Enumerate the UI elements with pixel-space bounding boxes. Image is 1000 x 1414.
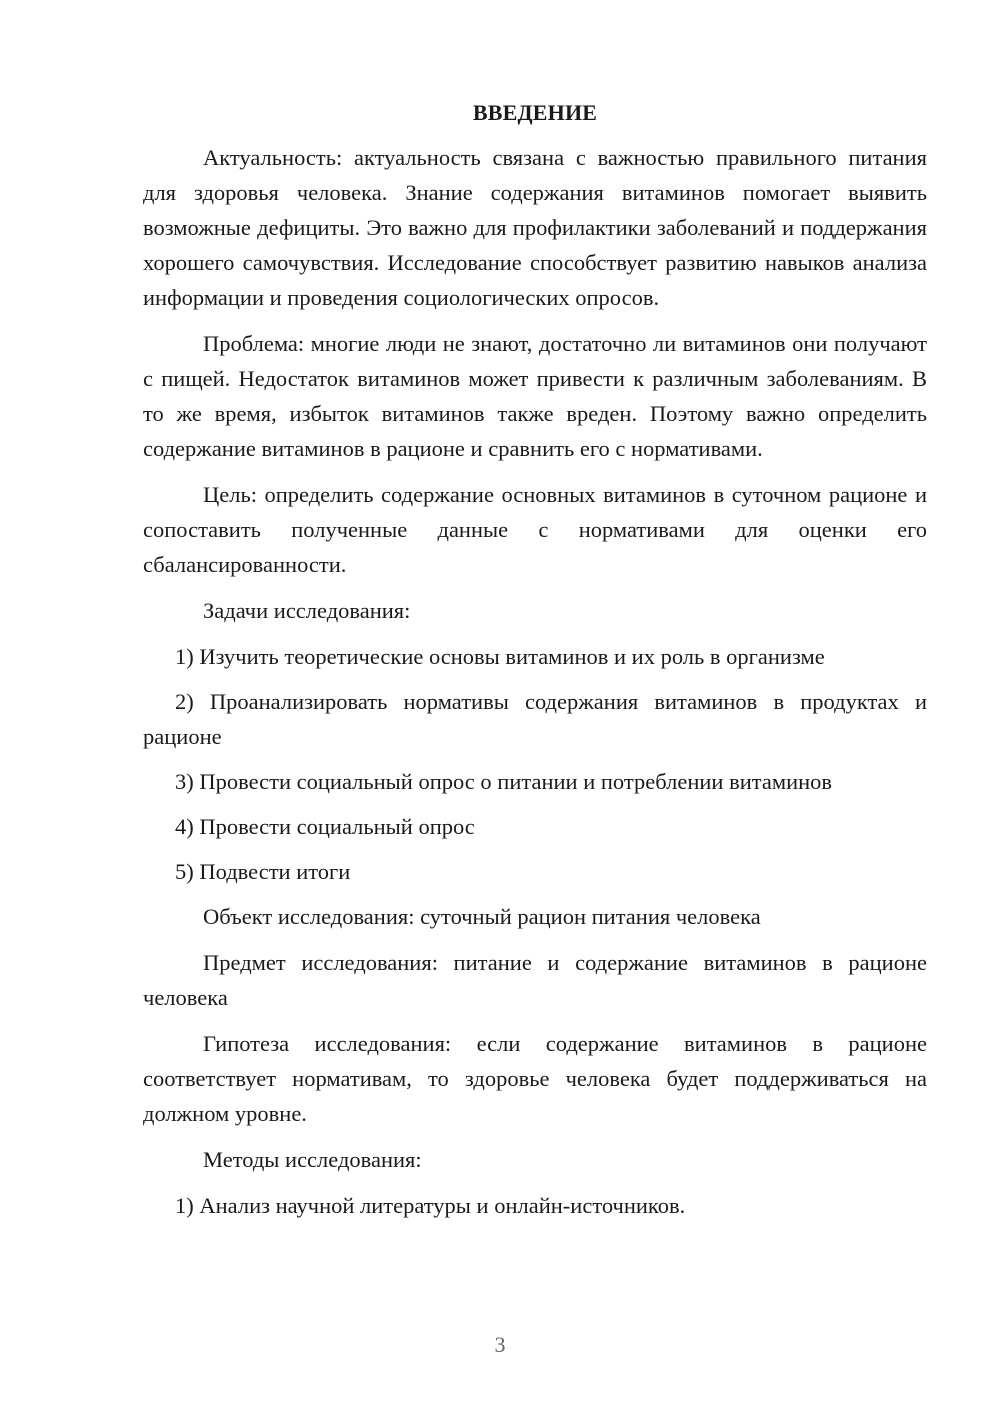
method-item: 1) Анализ научной литературы и онлайн-источников. bbox=[175, 1193, 686, 1218]
hypothesis-paragraph: Гипотеза исследования: если содержание витаминов в рационе соответствует нормативам, то здоровье человека будет поддерживаться на должном уровне. bbox=[143, 1031, 927, 1126]
relevance-paragraph: Актуальность: актуальность связана с важностью правильного питания для здоровья человека. Знание содержания витаминов помогает выявить возможные дефициты. Это важно для профилактики заболеваний и поддержания хорошего самочувствия. Исследование способствует развитию навыков анализа информации и проведения социологических опросов. bbox=[143, 145, 927, 310]
page-number: 3 bbox=[494, 1332, 506, 1357]
methods-heading: Методы исследования: bbox=[203, 1147, 422, 1172]
subject-paragraph: Предмет исследования: питание и содержание витаминов в рационе человека bbox=[143, 950, 927, 1010]
problem-paragraph: Проблема: многие люди не знают, достаточно ли витаминов они получают с пищей. Недостаток витаминов может привести к различным заболеваниям. В то же время, избыток витаминов также вреден. Поэтому важно определить содержание витаминов в рационе и сравнить его с нормативами. bbox=[143, 331, 927, 461]
task-item: 3) Провести социальный опрос о питании и потреблении витаминов bbox=[175, 769, 833, 794]
page-content bbox=[143, 95, 927, 1233]
object-paragraph: Объект исследования: суточный рацион питания человека bbox=[203, 904, 761, 929]
task-item: 1) Изучить теоретические основы витаминов и их роль в организме bbox=[175, 644, 825, 669]
task-item: 5) Подвести итоги bbox=[175, 859, 351, 884]
task-item: 4) Провести социальный опрос bbox=[175, 814, 475, 839]
page-title: ВВЕДЕНИЕ bbox=[472, 100, 598, 125]
goal-paragraph: Цель: определить содержание основных витаминов в суточном рационе и сопоставить полученные данные с нормативами для оценки его сбалансированности. bbox=[143, 482, 927, 577]
task-item: 2) Проанализировать нормативы содержания витаминов в продуктах и рационе bbox=[143, 689, 927, 749]
tasks-heading: Задачи исследования: bbox=[203, 598, 411, 623]
